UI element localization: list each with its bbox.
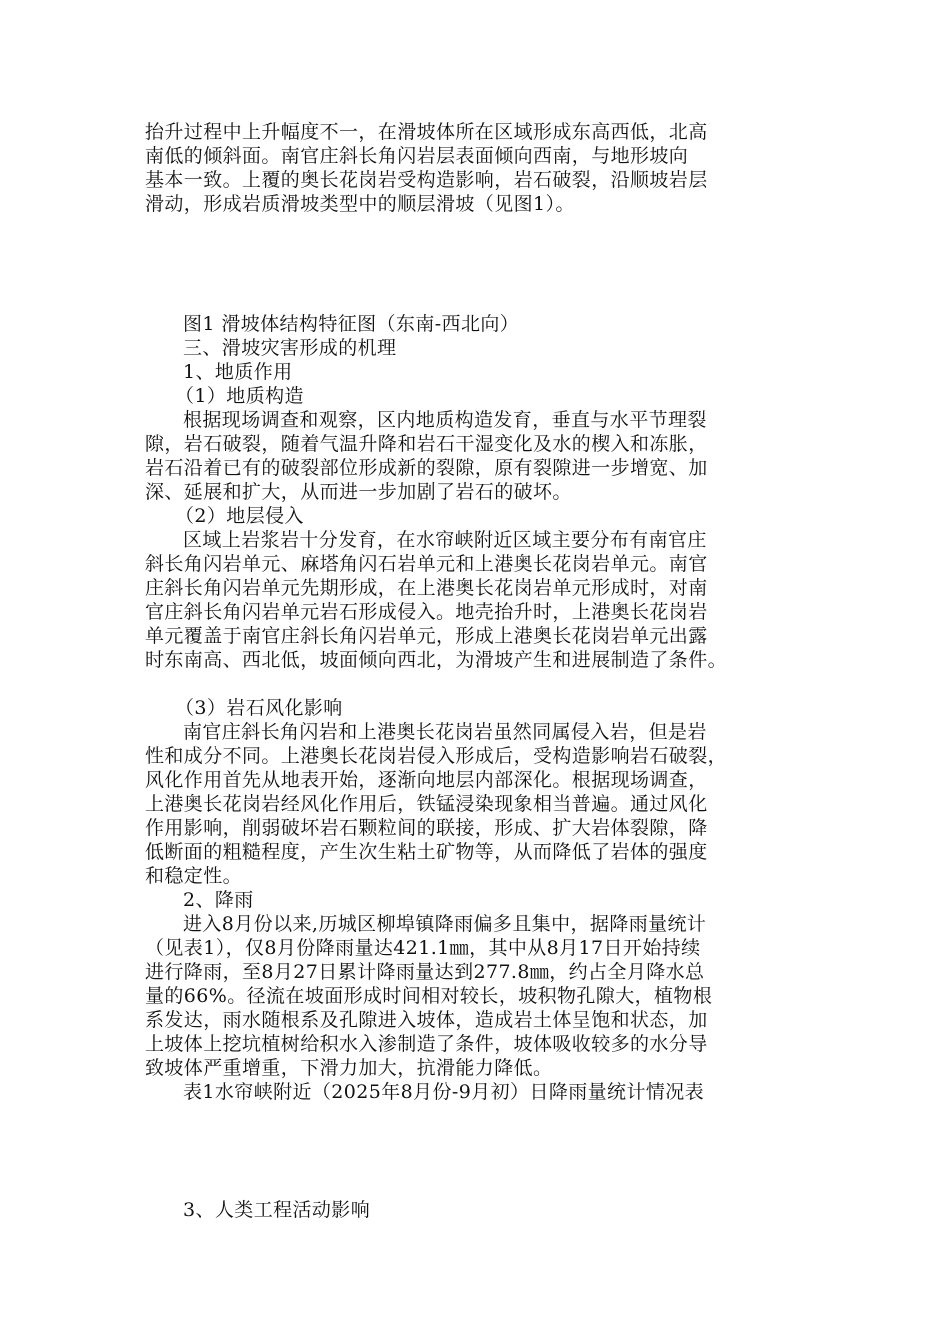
text-line: 深、延展和扩大，从而进一步加剧了岩石的破坏。 [145,481,572,503]
figure-caption: 图1 滑坡体结构特征图（东南-西北向） [183,313,520,335]
section-heading: 三、滑坡灾害形成的机理 [183,337,397,359]
document-page [145,120,815,1222]
subsubsection-heading: （1）地质构造 [175,385,304,407]
subsection-heading: 2、降雨 [183,889,254,911]
table-caption: 表1水帘峡附近（2025年8月份-9月初）日降雨量统计情况表 [183,1081,705,1103]
text-line: 作用影响，削弱破坏岩石颗粒间的联接，形成、扩大岩体裂隙，降 [145,817,708,839]
text-line: 单元覆盖于南官庄斜长角闪岩单元，形成上港奥长花岗岩单元出露 [145,625,708,647]
text-line: 性和成分不同。上港奥长花岗岩侵入形成后，受构造影响岩石破裂， [145,745,728,767]
text-line: 上港奥长花岗岩经风化作用后，铁锰浸染现象相当普遍。通过风化 [145,793,708,815]
text-line: 斜长角闪岩单元、麻塔角闪石岩单元和上港奥长花岗岩单元。南官 [145,553,708,575]
text-line: 和稳定性。 [145,865,243,887]
text-line: 南低的倾斜面。南官庄斜长角闪岩层表面倾向西南，与地形坡向 [145,145,689,167]
text-line: 庄斜长角闪岩单元先期形成，在上港奥长花岗岩单元形成时，对南 [145,577,708,599]
text-line: 上坡体上挖坑植树给积水入渗制造了条件，坡体吸收较多的水分导 [145,1033,708,1055]
paragraph-intrusion [145,528,815,672]
text-line: 官庄斜长角闪岩单元岩石形成侵入。地壳抬升时，上港奥长花岗岩 [145,601,708,623]
text-line: 系发达，雨水随根系及孔隙进入坡体，造成岩土体呈饱和状态，加 [145,1009,708,1031]
text-line: 抬升过程中上升幅度不一，在滑坡体所在区域形成东高西低，北高 [145,121,708,143]
text-line: 基本一致。上覆的奥长花岗岩受构造影响，岩石破裂，沿顺坡岩层 [145,169,708,191]
figure-placeholder [145,216,815,312]
text-line: 量的66%。径流在坡面形成时间相对较长，坡积物孔隙大，植物根 [145,985,713,1007]
subsection-heading: 3、人类工程活动影响 [183,1199,371,1221]
subsubsection-heading: （3）岩石风化影响 [175,697,343,719]
text-line: 隙，岩石破裂，随着气温升降和岩石干湿变化及水的楔入和冻胀， [145,433,708,455]
text-line: 滑动，形成岩质滑坡类型中的顺层滑坡（见图1）。 [145,193,575,215]
text-line: 致坡体严重增重，下滑力加大，抗滑能力降低。 [145,1057,553,1079]
text-line: 风化作用首先从地表开始，逐渐向地层内部深化。根据现场调查， [145,769,708,791]
paragraph-geo-structure [145,408,815,504]
text-line: 进行降雨，至8月27日累计降雨量达到277.8㎜，约占全月降水总 [145,961,705,983]
paragraph-weathering [145,720,815,888]
intro-paragraph [145,120,815,216]
text-line: 时东南高、西北低，坡面倾向西北，为滑坡产生和进展制造了条件。 [145,649,728,671]
text-line: 区域上岩浆岩十分发育，在水帘峡附近区域主要分布有南官庄 [183,529,707,551]
subsubsection-heading: （2）地层侵入 [175,505,304,527]
blank-line [145,672,815,696]
paragraph-rain [145,912,815,1080]
text-line: 南官庄斜长角闪岩和上港奥长花岗岩虽然同属侵入岩，但是岩 [183,721,707,743]
text-line: 进入8月份以来,历城区柳埠镇降雨偏多且集中，据降雨量统计 [183,913,707,935]
table-placeholder [145,1104,815,1198]
subsection-heading: 1、地质作用 [183,361,293,383]
text-line: 岩石沿着已有的破裂部位形成新的裂隙，原有裂隙进一步增宽、加 [145,457,708,479]
text-line: （见表1），仅8月份降雨量达421.1㎜，其中从8月17日开始持续 [145,937,701,959]
text-line: 根据现场调查和观察，区内地质构造发育，垂直与水平节理裂 [183,409,707,431]
text-line: 低断面的粗糙程度，产生次生粘土矿物等，从而降低了岩体的强度 [145,841,708,863]
